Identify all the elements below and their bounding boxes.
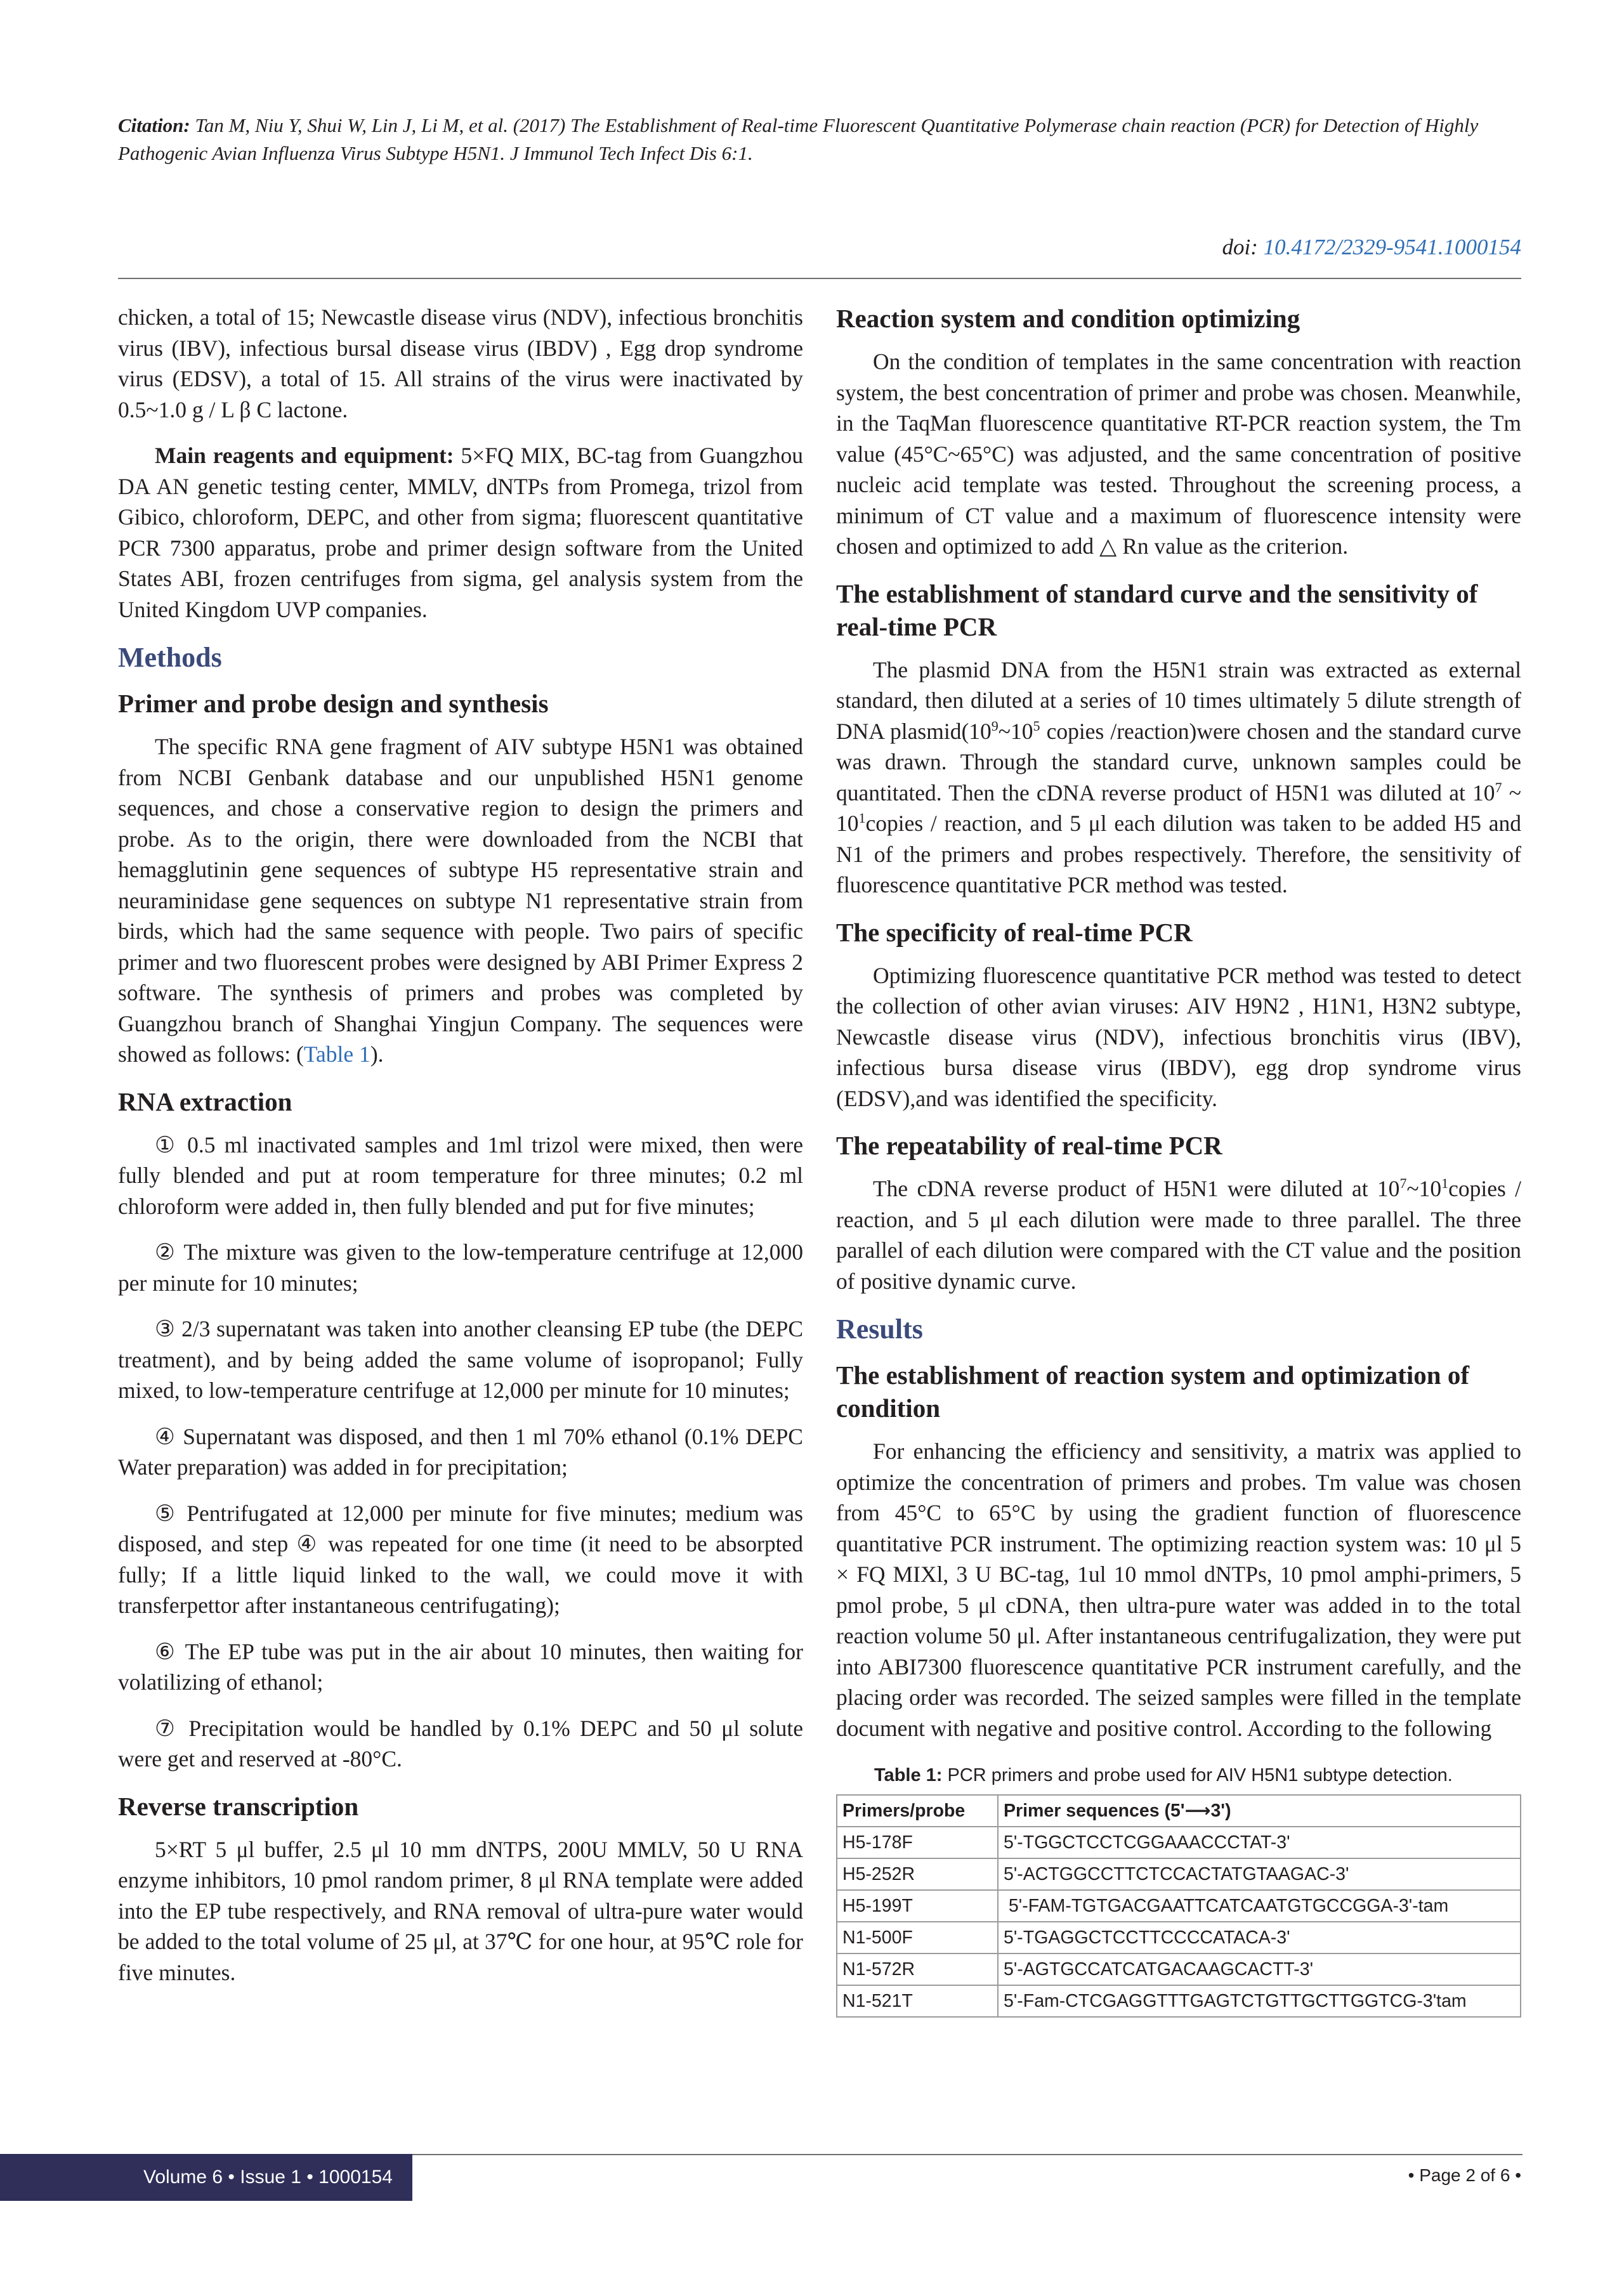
- column-header-primers: Primers/probe: [837, 1795, 998, 1827]
- rna-step: ④ Supernatant was disposed, and then 1 ml 70% ethanol (0.1% DEPC Water preparation) was added in for precipitation;: [118, 1423, 803, 1480]
- table-row: [837, 1827, 1521, 1858]
- rna-step: ⑤ Pentrifugated at 12,000 per minute for five minutes; medium was disposed, and step ④ was repeated for one time (it need to be absorpted fully; If a little liquid linked to the wall, we could move it with transferpettor after instantaneous centrifugating);: [118, 1500, 803, 1618]
- table-caption-text: PCR primers and probe used for AIV H5N1 subtype detection.: [947, 1765, 1453, 1785]
- specificity-heading: The specificity of real-time PCR: [836, 917, 1193, 947]
- text-run: copies / reaction, and 5 μl each dilution was taken to be added H5 and N1 of the primers and probes respectively. Therefore, the sensitivity of fluorescence quantitative PCR method was tested.: [836, 811, 1521, 897]
- table-caption-label: Table 1:: [874, 1765, 943, 1785]
- reaction-heading: Reaction system and condition optimizing: [836, 304, 1300, 333]
- doi-label: doi:: [1222, 235, 1258, 259]
- header-divider: [118, 278, 1521, 279]
- establishment-heading: The establishment of reaction system and optimization of condition: [836, 1360, 1470, 1423]
- table-header-row: [837, 1795, 1521, 1827]
- primer-paragraph: [118, 731, 803, 1070]
- column-header-sequences: Primer sequences (5'⟶3'): [998, 1795, 1521, 1827]
- text-run: The cDNA reverse product of H5N1 were diluted at 10: [873, 1176, 1400, 1201]
- text-run: copies /reaction)were chosen and the standard curve was drawn. Through the standard curve, unknown samples could be quantitated. Then the cDNA reverse product of H5N1 was diluted at 10: [836, 718, 1521, 806]
- text-run: The plasmid DNA from the H5N1 strain was extracted as external standard, then diluted at a series of 10 times ultimately 5 dilute strength of DNA plasmid(10: [836, 656, 1521, 744]
- table-1: [836, 1763, 1521, 2018]
- repeatability-heading: The repeatability of real-time PCR: [836, 1131, 1222, 1160]
- text-run: ~ 10: [836, 779, 1521, 836]
- standard-curve-paragraph: [836, 655, 1521, 901]
- superscript: 9: [991, 717, 999, 734]
- rna-step: ⑥ The EP tube was put in the air about 10 minutes, then waiting for volatilizing of ethanol;: [118, 1638, 803, 1695]
- table-cell: 5'-TGAGGCTCCTTCCCCATACA-3': [998, 1922, 1521, 1954]
- rna-step: ⑦ Precipitation would be handled by 0.1% DEPC and 50 μl solute were get and reserved at -80°C.: [118, 1715, 803, 1771]
- table-cell: N1-521T: [837, 1985, 998, 2017]
- table-cell: H5-178F: [837, 1827, 998, 1858]
- superscript: 7: [1495, 779, 1502, 795]
- methods-heading: Methods: [118, 642, 222, 673]
- primer-text: The specific RNA gene fragment of AIV subtype H5N1 was obtained from NCBI Genbank database and our unpublished H5N1 genome sequences, and chose a conservative region to design the primers and probe. As to the origin, there were downloaded from the NCBI that hemagglutinin gene sequences of subtype H5 representative strain and neuraminidase gene sequences on subtype N1 representative strain from birds, which had the same sequence with people. Two pairs of specific primer and two fluorescent probes were designed by ABI Primer Express 2 software. The synthesis of primers and probes was completed by Guangzhou branch of Shanghai Yingjun Company. The sequences were showed as follows: (: [118, 734, 803, 1067]
- table-cell: 5'-AGTGCCATCATGACAAGCACTT-3': [998, 1954, 1521, 1985]
- table-row: [837, 1985, 1521, 2017]
- repeatability-paragraph: [836, 1173, 1521, 1296]
- rna-step: ② The mixture was given to the low-temperature centrifuge at 12,000 per minute for 10 minutes;: [118, 1239, 803, 1296]
- footer-volume-bar: Volume 6 • Issue 1 • 1000154: [0, 2154, 412, 2201]
- primer-end: ).: [370, 1041, 384, 1067]
- reagents-label: Main reagents and equipment:: [155, 443, 454, 468]
- superscript: 1: [1441, 1175, 1449, 1192]
- table-row: [837, 1922, 1521, 1954]
- table-cell: 5'-ACTGGCCTTCTCCACTATGTAAGAC-3': [998, 1858, 1521, 1890]
- table-cell: N1-572R: [837, 1954, 998, 1985]
- citation: [118, 112, 1521, 167]
- reverse-transcription-paragraph: 5×RT 5 μl buffer, 2.5 μl 10 mm dNTPS, 200U MMLV, 50 U RNA enzyme inhibitors, 10 pmol random primer, 8 μl RNA template were added into the EP tube respectively, and RNA removal of ultra-pure water would be added to the total volume of 25 μl, at 37℃ for one hour, at 95℃ role for five minutes.: [118, 1836, 803, 1985]
- reagents-text: 5×FQ MIX, BC-tag from Guangzhou DA AN genetic testing center, MMLV, dNTPs from Promega, trizol from Gibico, chloroform, DEPC, and other from sigma; fluorescent quantitative PCR 7300 apparatus, probe and primer design software from the United States ABI, frozen centrifuges from sigma, gel analysis system from the United Kingdom UVP companies.: [118, 443, 803, 622]
- superscript: 7: [1399, 1175, 1407, 1192]
- intro-paragraph: chicken, a total of 15; Newcastle disease virus (NDV), infectious bronchitis virus (IBV), infectious bursal disease virus (IBDV) , Egg drop syndrome virus (EDSV), a total of 15. All strains of the virus were inactivated by 0.5~1.0 g / L β C lactone.: [118, 304, 803, 422]
- table-cell: H5-252R: [837, 1858, 998, 1890]
- text-run: copies / reaction, and 5 μl each dilution were made to three parallel. The three parallel of each dilution were compared with the CT value and the position of positive dynamic curve.: [836, 1176, 1521, 1294]
- table-1-link[interactable]: Table 1: [303, 1041, 370, 1067]
- page-number: • Page 2 of 6 •: [1408, 2165, 1521, 2185]
- left-column: [118, 302, 803, 2003]
- rna-step: ① 0.5 ml inactivated samples and 1ml trizol were mixed, then were fully blended and put at room temperature for three minutes; 0.2 ml chloroform were added in, then fully blended and put for five minutes;: [118, 1132, 803, 1219]
- doi: [1222, 235, 1521, 260]
- establishment-paragraph: For enhancing the efficiency and sensitivity, a matrix was applied to optimize the concentration of primers and probes. Tm value was chosen from 45°C to 65°C by using the gradient function of fluorescence quantitative PCR instrument. The optimizing reaction system was: 10 μl 5 × FQ MIXl, 3 U BC-tag, 1ul 10 mmol dNTPs, 10 pmol amphi-primers, 5 pmol probe, 5 μl cDNA, then ultra-pure water was added in to the total reaction volume 50 μl. After instantaneous centrifugalization, they were put into ABI7300 fluorescence quantitative PCR instrument carefully, and the placing order was recorded. The seized samples were filled in the template document with negative and positive control. According to the following: [836, 1438, 1521, 1741]
- results-heading: Results: [836, 1314, 923, 1345]
- superscript: 1: [858, 810, 866, 826]
- table-cell: 5'-TGGCTCCTCGGAAACCCTAT-3': [998, 1827, 1521, 1858]
- reverse-transcription-heading: Reverse transcription: [118, 1791, 359, 1821]
- specificity-paragraph: Optimizing fluorescence quantitative PCR method was tested to detect the collection of other avian viruses: AIV H9N2 , H1N1, H3N2 subtype, Newcastle disease virus (NDV), infectious bronchitis virus (IBV), infectious bursa disease virus (IBDV), egg drop syndrome virus (EDSV),and was identified the specificity.: [836, 962, 1521, 1111]
- table-cell: 5'-FAM-TGTGACGAATTCATCAATGTGCCGGA-3'-tam: [998, 1890, 1521, 1922]
- table-row: [837, 1858, 1521, 1890]
- table-row: [837, 1954, 1521, 1985]
- right-column: [836, 302, 1521, 2018]
- primer-heading: Primer and probe design and synthesis: [118, 689, 549, 718]
- table-cell: 5'-Fam-CTCGAGGTTTGAGTCTGTTGCTTGGTCG-3'tam: [998, 1985, 1521, 2017]
- table-caption: [836, 1763, 1521, 1788]
- citation-label: Citation:: [118, 114, 190, 136]
- rna-step: ③ 2/3 supernatant was taken into another cleansing EP tube (the DEPC treatment), and by being added the same volume of isopropanol; Fully mixed, to low-temperature centrifuge at 12,000 per minute for 10 minutes;: [118, 1316, 803, 1403]
- text-run: ~10: [1406, 1176, 1442, 1201]
- standard-curve-heading: The establishment of standard curve and the sensitivity of real-time PCR: [836, 578, 1478, 641]
- table-cell: N1-500F: [837, 1922, 998, 1954]
- reaction-paragraph: On the condition of templates in the same concentration with reaction system, the best concentration of primer and probe was chosen. Meanwhile, in the TaqMan fluorescence quantitative RT-PCR reaction system, the Tm value (45°C~65°C) was adjusted, and the same concentration of positive nucleic acid template was tested. Throughout the screening process, a minimum of CT value and a maximum of fluorescence intensity were chosen and optimized to add △ Rn value as the criterion.: [836, 349, 1521, 559]
- table-row: [837, 1890, 1521, 1922]
- reagents-paragraph: [118, 440, 803, 625]
- table-cell: H5-199T: [837, 1890, 998, 1922]
- text-run: ~10: [998, 718, 1033, 744]
- citation-text: Tan M, Niu Y, Shui W, Lin J, Li M, et al. (2017) The Establishment of Real-time Fluorescent Quantitative Polymerase chain reaction (PCR) for Detection of Highly Pathogenic Avian Influenza Virus Subtype H5N1. J Immunol Tech Infect Dis 6:1.: [118, 114, 1479, 164]
- rna-extraction-heading: RNA extraction: [118, 1086, 292, 1116]
- footer-divider: [412, 2154, 1522, 2155]
- doi-link[interactable]: 10.4172/2329-9541.1000154: [1263, 235, 1521, 259]
- superscript: 5: [1033, 717, 1040, 734]
- primer-table: [836, 1794, 1521, 2018]
